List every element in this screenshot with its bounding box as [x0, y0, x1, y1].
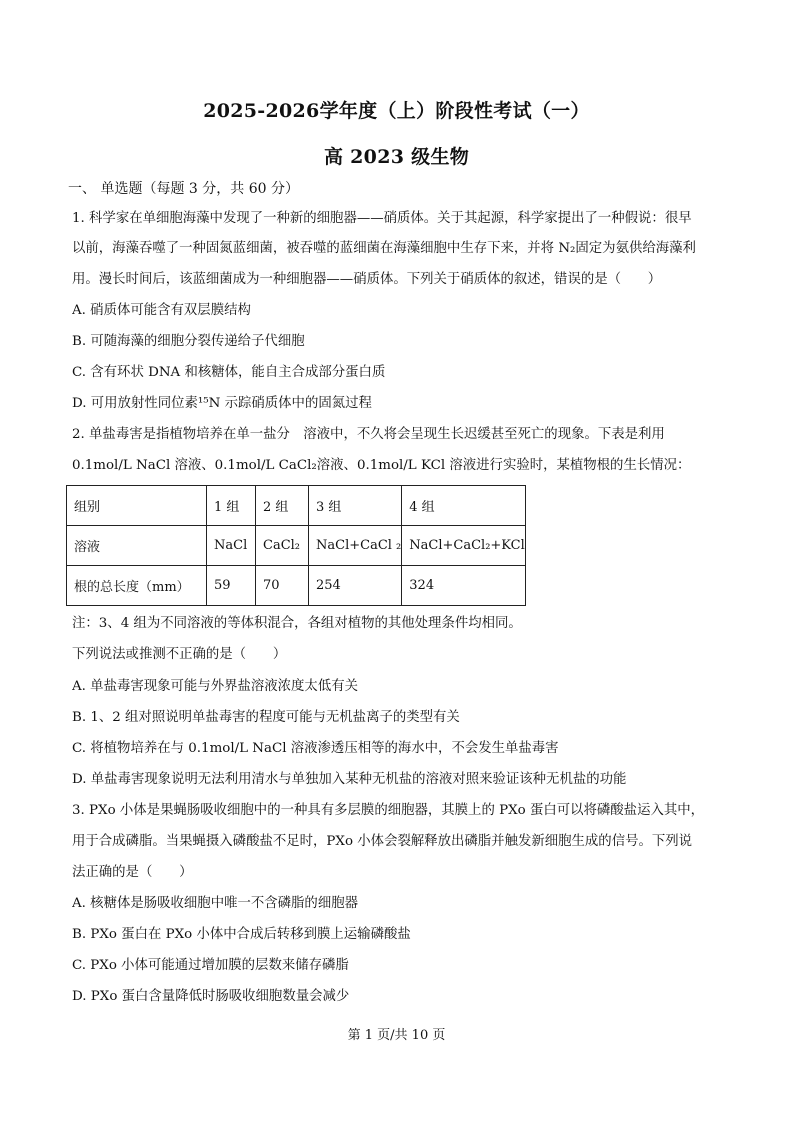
- q3-option-d: D. PXo 蛋白含量降低时肠吸收细胞数量会减少: [72, 989, 350, 1004]
- q3-stem-line: 用于合成磷脂。当果蝇摄入磷酸盐不足时，PXo 小体会裂解释放出磷脂并触发新细胞生成的信号。下列说: [72, 834, 693, 849]
- q2-question: 下列说法或推测不正确的是（ ）: [72, 647, 287, 662]
- q2-stem-line: 0.1mol/L NaCl 溶液、0.1mol/L CaCl₂溶液、0.1mol/L KCl 溶液进行实验时，某植物根的生长情况：: [72, 458, 691, 473]
- page-number: 第 1 页/共 10 页: [347, 1028, 446, 1043]
- q1-option-d: D. 可用放射性同位素¹⁵N 示踪硝质体中的固氮过程: [72, 396, 372, 411]
- table-cell: NaCl+CaCl ₂: [309, 526, 402, 566]
- table-cell: 溶液: [67, 526, 207, 566]
- q1-stem-line: 1. 科学家在单细胞海藻中发现了一种新的细胞器——硝质体。关于其起源，科学家提出了一种假说：很早: [72, 211, 692, 226]
- table-cell: 70: [256, 566, 309, 606]
- q3-stem-line: 3. PXo 小体是果蝇肠吸收细胞中的一种具有多层膜的细胞器，其膜上的 PXo 蛋白可以将磷酸盐运入其中，: [72, 803, 705, 818]
- table-cell: 59: [207, 566, 256, 606]
- table-cell: 2 组: [256, 486, 309, 526]
- table-row: [67, 526, 526, 566]
- q1-option-b: B. 可随海藻的细胞分裂传递给子代细胞: [72, 334, 305, 349]
- q1-option-c: C. 含有环状 DNA 和核糖体，能自主合成部分蛋白质: [72, 365, 386, 380]
- q2-stem-line: 2. 单盐毒害是指植物培养在单一盐分 溶液中，不久将会呈现生长迟缓甚至死亡的现象。下表是利用: [72, 427, 665, 442]
- q3-option-a: A. 核糖体是肠吸收细胞中唯一不含磷脂的细胞器: [72, 896, 358, 911]
- exam-title: 2025-2026学年度（上）阶段性考试（一）: [203, 100, 590, 122]
- table-cell: 组别: [67, 486, 207, 526]
- table-row: [67, 566, 526, 606]
- q1-stem-line: 以前，海藻吞噬了一种固氮蓝细菌，被吞噬的蓝细菌在海藻细胞中生存下来，并将 N₂固定为氨供给海藻利: [72, 241, 696, 256]
- section-heading: 一、 单选题（每题 3 分，共 60 分）: [68, 181, 299, 197]
- q2-note: 注：3、4 组为不同溶液的等体积混合，各组对植物的其他处理条件均相同。: [72, 616, 522, 631]
- table-cell: 254: [309, 566, 402, 606]
- q1-option-a: A. 硝质体可能含有双层膜结构: [72, 303, 251, 318]
- exam-subtitle: 高 2023 级生物: [323, 146, 470, 168]
- table-cell: 4 组: [402, 486, 526, 526]
- q3-option-b: B. PXo 蛋白在 PXo 小体中合成后转移到膜上运输磷酸盐: [72, 927, 411, 942]
- q3-option-c: C. PXo 小体可能通过增加膜的层数来储存磷脂: [72, 958, 349, 973]
- table-cell: NaCl: [207, 526, 256, 566]
- q2-option-b: B. 1、2 组对照说明单盐毒害的程度可能与无机盐离子的类型有关: [72, 710, 460, 725]
- table-cell: 根的总长度（mm）: [67, 566, 207, 606]
- q3-stem-line: 法正确的是（ ）: [72, 865, 193, 880]
- table-cell: NaCl+CaCl₂+KCl: [402, 526, 526, 566]
- q2-option-a: A. 单盐毒害现象可能与外界盐溶液浓度太低有关: [72, 679, 358, 694]
- q2-option-c: C. 将植物培养在与 0.1mol/L NaCl 溶液渗透压相等的海水中，不会发生单盐毒害: [72, 741, 559, 756]
- q1-stem-line: 用。漫长时间后，该蓝细菌成为一种细胞器——硝质体。下列关于硝质体的叙述，错误的是（ ）: [72, 272, 662, 287]
- table-cell: 1 组: [207, 486, 256, 526]
- table-row: [67, 486, 526, 526]
- table-cell: 3 组: [309, 486, 402, 526]
- root-growth-table: [66, 485, 526, 606]
- q2-option-d: D. 单盐毒害现象说明无法利用清水与单独加入某种无机盐的溶液对照来验证该种无机盐的功能: [72, 772, 627, 787]
- table-cell: 324: [402, 566, 526, 606]
- table-cell: CaCl₂: [256, 526, 309, 566]
